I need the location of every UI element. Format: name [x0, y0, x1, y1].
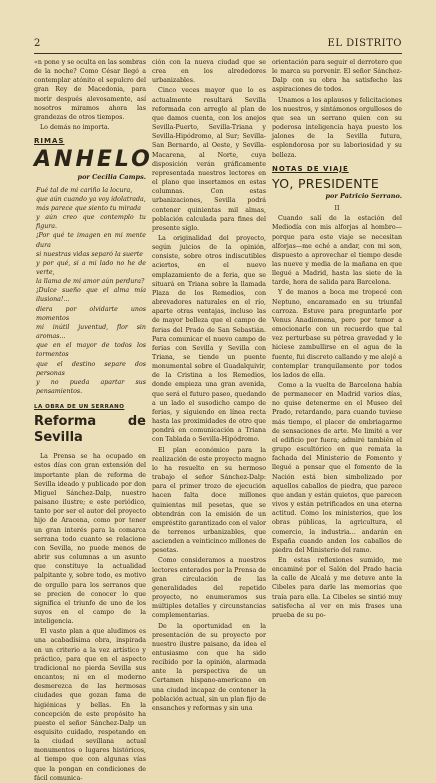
article-paragraph: De la oportunidad en la presentación de su proyecto por nuestro ilustre paisano, da idea el entusiasmo con que ha sido recibido por la opinión, alarmada ante la perspectiva de un Certamen hispano-americano en una ciudad incapaz de contener la población actual, sin un plan fijo de ensanches y reformas y sin una — [152, 622, 266, 712]
article-paragraph: Como a la vuelta de Barcelona había de permanecer en Madrid varios días, no quise detenerme en el Museo del Prado, retardando, para cuando tuviese más tiempo, el placer de embriagarme de sensaciones de arte. Me limité a ver el edificio por fuera; admiré también el grupo escultórico en que remata la fachada del Ministerio de Fomento y llegué a pensar que el fomento de la Nación está bien simbolizado por aquellos caballos de piedra, que parece que andan y están quietos, que parecen vivos y están petrificados en una eterna actitud. Como los ministerios, que los obras públicas, la agricultura, el comercio, la industria... andarán en España cuando anden los caballos de piedra del Ministerio del ramo. — [272, 382, 402, 554]
article-paragraph: Cuando salí de la estación del Mediodía con mis alforjas al hombro—porque para este viaje se necesitan alforjas—me eché a andar, con mi son, dispuesto a aprovechar el tiempo desde las nueve y media de la mañana en que llegué a Madrid, hasta las siete de la tarde, hora de salida para Barcelona. — [272, 215, 402, 287]
poem-author: por Cecilia Camps. — [77, 173, 146, 182]
article-paragraph: El plan económico para la realización de este proyecto magno lo ha resuelto en su hermoso trabajo el señor Sánchez-Dalp: para el primer trozo de ejecución hacen falta doce millones quinientas mil pesetas, que se obtendrán con la emisión de un empréstito garantizado con el valor de terrenos urbanizables, que ascienden a veinticinco millones de pesetas. — [152, 446, 266, 555]
poem-line: ¡Por qué te imagen en mi mente dura — [36, 232, 146, 249]
poem-line: y no pueda apartar sus pensamientos. — [36, 378, 146, 395]
poem-line: que en el mayor de todos los tormentos — [36, 342, 146, 359]
page-number: 2 — [34, 38, 41, 49]
chapter-number: II — [334, 205, 340, 213]
poem-line: la llama de mi amor aún perdura? — [36, 278, 145, 286]
column-2 — [152, 58, 266, 712]
poem-line: diera por olvidarte unos momentos — [36, 305, 146, 322]
header-rule — [34, 53, 402, 54]
poem-line: Fué tal de mi cariño la locura, — [36, 186, 133, 194]
column-3 — [272, 58, 402, 619]
poem-line: mi inútil juventud, flor sin aromas... — [36, 323, 146, 341]
page-header — [34, 38, 402, 52]
article-paragraph: Cinco veces mayor que lo es actualmente resultará Sevilla reformada con arreglo al plan de que damos cuenta, con los anejos Sevilla-Puerto, Sevilla-Triana y Sevilla-Hipódromo, al Sur; Sevilla-San Bernardo, al Oeste, y Sevilla-Macarena, al Norte, cuya disposición verán gráficamente representada nuestros lectores en el plano que insertamos en estas columnas. Con estas urbanizaciones, Sevilla podrá contener quinientas mil almas, población calculada para fines del presente siglo. — [152, 87, 266, 232]
poem-line: si nuestras vidas separó la suerte — [36, 250, 144, 258]
column-1 — [34, 58, 153, 782]
poem-line: y por qué, si a mi lado no he de verte, — [36, 259, 146, 276]
article-paragraph: Como consideramos a nuestros lectores enterados por la Prensa de gran circulación de las generalidades del repetido proyecto, no enumeramos sus múltiples detalles y circunstancias complementarias. — [152, 557, 266, 620]
poem-line: que aún cuando ya voy idolatrada, — [36, 195, 146, 203]
article-paragraph: El vasto plan a que aludimos es una acabadísima obra, inspirada en un criterio a la vez artístico y práctico, para que en el aspecto tradicional no pierda Sevilla sus encantos; ni en el moderno desmerezca de las hermosas ciudades que gozan fama de higiénicas y bellas. En la concepción de este propósito ha puesto el señor Sánchez-Dalp un esquisito cuidado, respetando en la ciudad sevillana actual monumentos o lugares históricos, al tiempo que con algunas vías que la pongan en condiciones de fácil comunica- — [34, 628, 146, 782]
article-title: YO, PRESIDENTE — [272, 175, 380, 191]
article-paragraph: Unamos a los aplausos y felicitaciones los nuestros, y sintámonos orgullosos de que sea un serrano quien con su poderosa inteligencia haya puesto los jalones de la Sevilla futura, esplendorosa por su laboriosidad y su belleza. — [272, 96, 402, 159]
article-paragraph: La originalidad del proyecto, según juicios de la opinión, consiste, sobre otros indiscutibles aciertos, en el nuevo emplazamiento de a feria, que se situará en Triana sobre la llamada Plaza de los Remedios, con abrevadores naturales en el río, aparte otras ventajas, incluso las de mayor belleza que el campo de ferias del Prado de San Sebastián. Para comunicar el nuevo campo de ferias con Sevilla y Sevilla con Triana, se tiende un puente monumental sobre el Guadalquivir, de la Cristina a los Remedios, donde empieza una gran avenida, que será el futuro paseo, quedando a un lado el susodicho campo de ferias, y siguiendo en línea recta hasta las proximidades de otro que pondrá en comunicación a Triana con Tablada o Sevilla-Hipódromo. — [152, 234, 266, 444]
rimas-label: RIMAS — [34, 137, 65, 146]
section-label: LA OBRA DE UN SERRANO — [34, 404, 125, 411]
poem-line: ¡Dulce sueño que el alma mía ilusiona!... — [36, 287, 146, 304]
article-paragraph: La Prensa se ha ocupado en estos días con gran extensión del importante plan de reforma de Sevilla ideado y publicado por don Miguel Sánchez-Dalp, nuestro paisano ilustre; e este periódico, tanto por ser el autor del proyecto hijo de Aracena, como por tener un gran interés para la comarca serrana todo cuanto se relacione con Sevilla, no puede menos de abrir sus columnas a un asunto que constituye la actualidad palpitante y, sobre todo, es motivo de orgullo para los serranos que se precien de conocer lo que significa el triunfo de uno de los suyos en el campo de la inteligencia. — [34, 453, 146, 626]
poem-line: y aún creo que contemplo tu figura. — [36, 214, 146, 231]
article-paragraph: En estas reflexiones sumido, me encaminé por el Salón del Prado hacia la calle de Alcalá y me detuve ante la Cibeles para darle las memorias que traía para ella. La Cibeles se sintió muy satisfecha al ver en mis frases una prueba de su po- — [272, 556, 402, 619]
article-author: por Patricio Serrano. — [325, 191, 402, 200]
poem-line: que el destino separe dos personas — [36, 360, 146, 377]
poem — [36, 186, 146, 397]
article-paragraph: ción con la nueva ciudad que se crea en los alrededores urbanizables. — [152, 59, 266, 85]
publication-title: EL DISTRITO — [327, 38, 402, 49]
article-paragraph: orientación para seguir el derrotero que le marca su porvenir. El señor Sánchez-Dalp con su obra ha satisfecho las aspiraciones de todos. — [272, 59, 402, 94]
intro-paragraph: «n pone y se oculta en las sombras de la noche? Como César llegó a contemplar atónito el sepulcro del gran Rey de Macedonia, para morir después alevosamente, así nosotros miramos ahora las grandezas de otros tiempos. — [34, 59, 146, 121]
section-label: NOTAS DE VIAJE — [272, 164, 349, 173]
article-title: Reforma de Sevilla — [34, 414, 146, 446]
poem-line: más parece que siento tu mirada — [36, 204, 142, 212]
article-paragraph: Y de manos a boca me tropecé con Neptuno, encaramado en su triunfal carroza. Estuve para preguntarle por Venus Anadiomena, pero por temor a emocionarle con un recuerdo que tal vez perturbase su pétrea gravedad y le hiciese zambullirse en el agua de la fuente, fui discreto callando y me alejé a contemplar tranquilamente por todos los lados de ella. — [272, 289, 402, 379]
signoff: Lo demás no importa. — [40, 124, 110, 132]
poem-title: ANHELO — [34, 147, 153, 173]
